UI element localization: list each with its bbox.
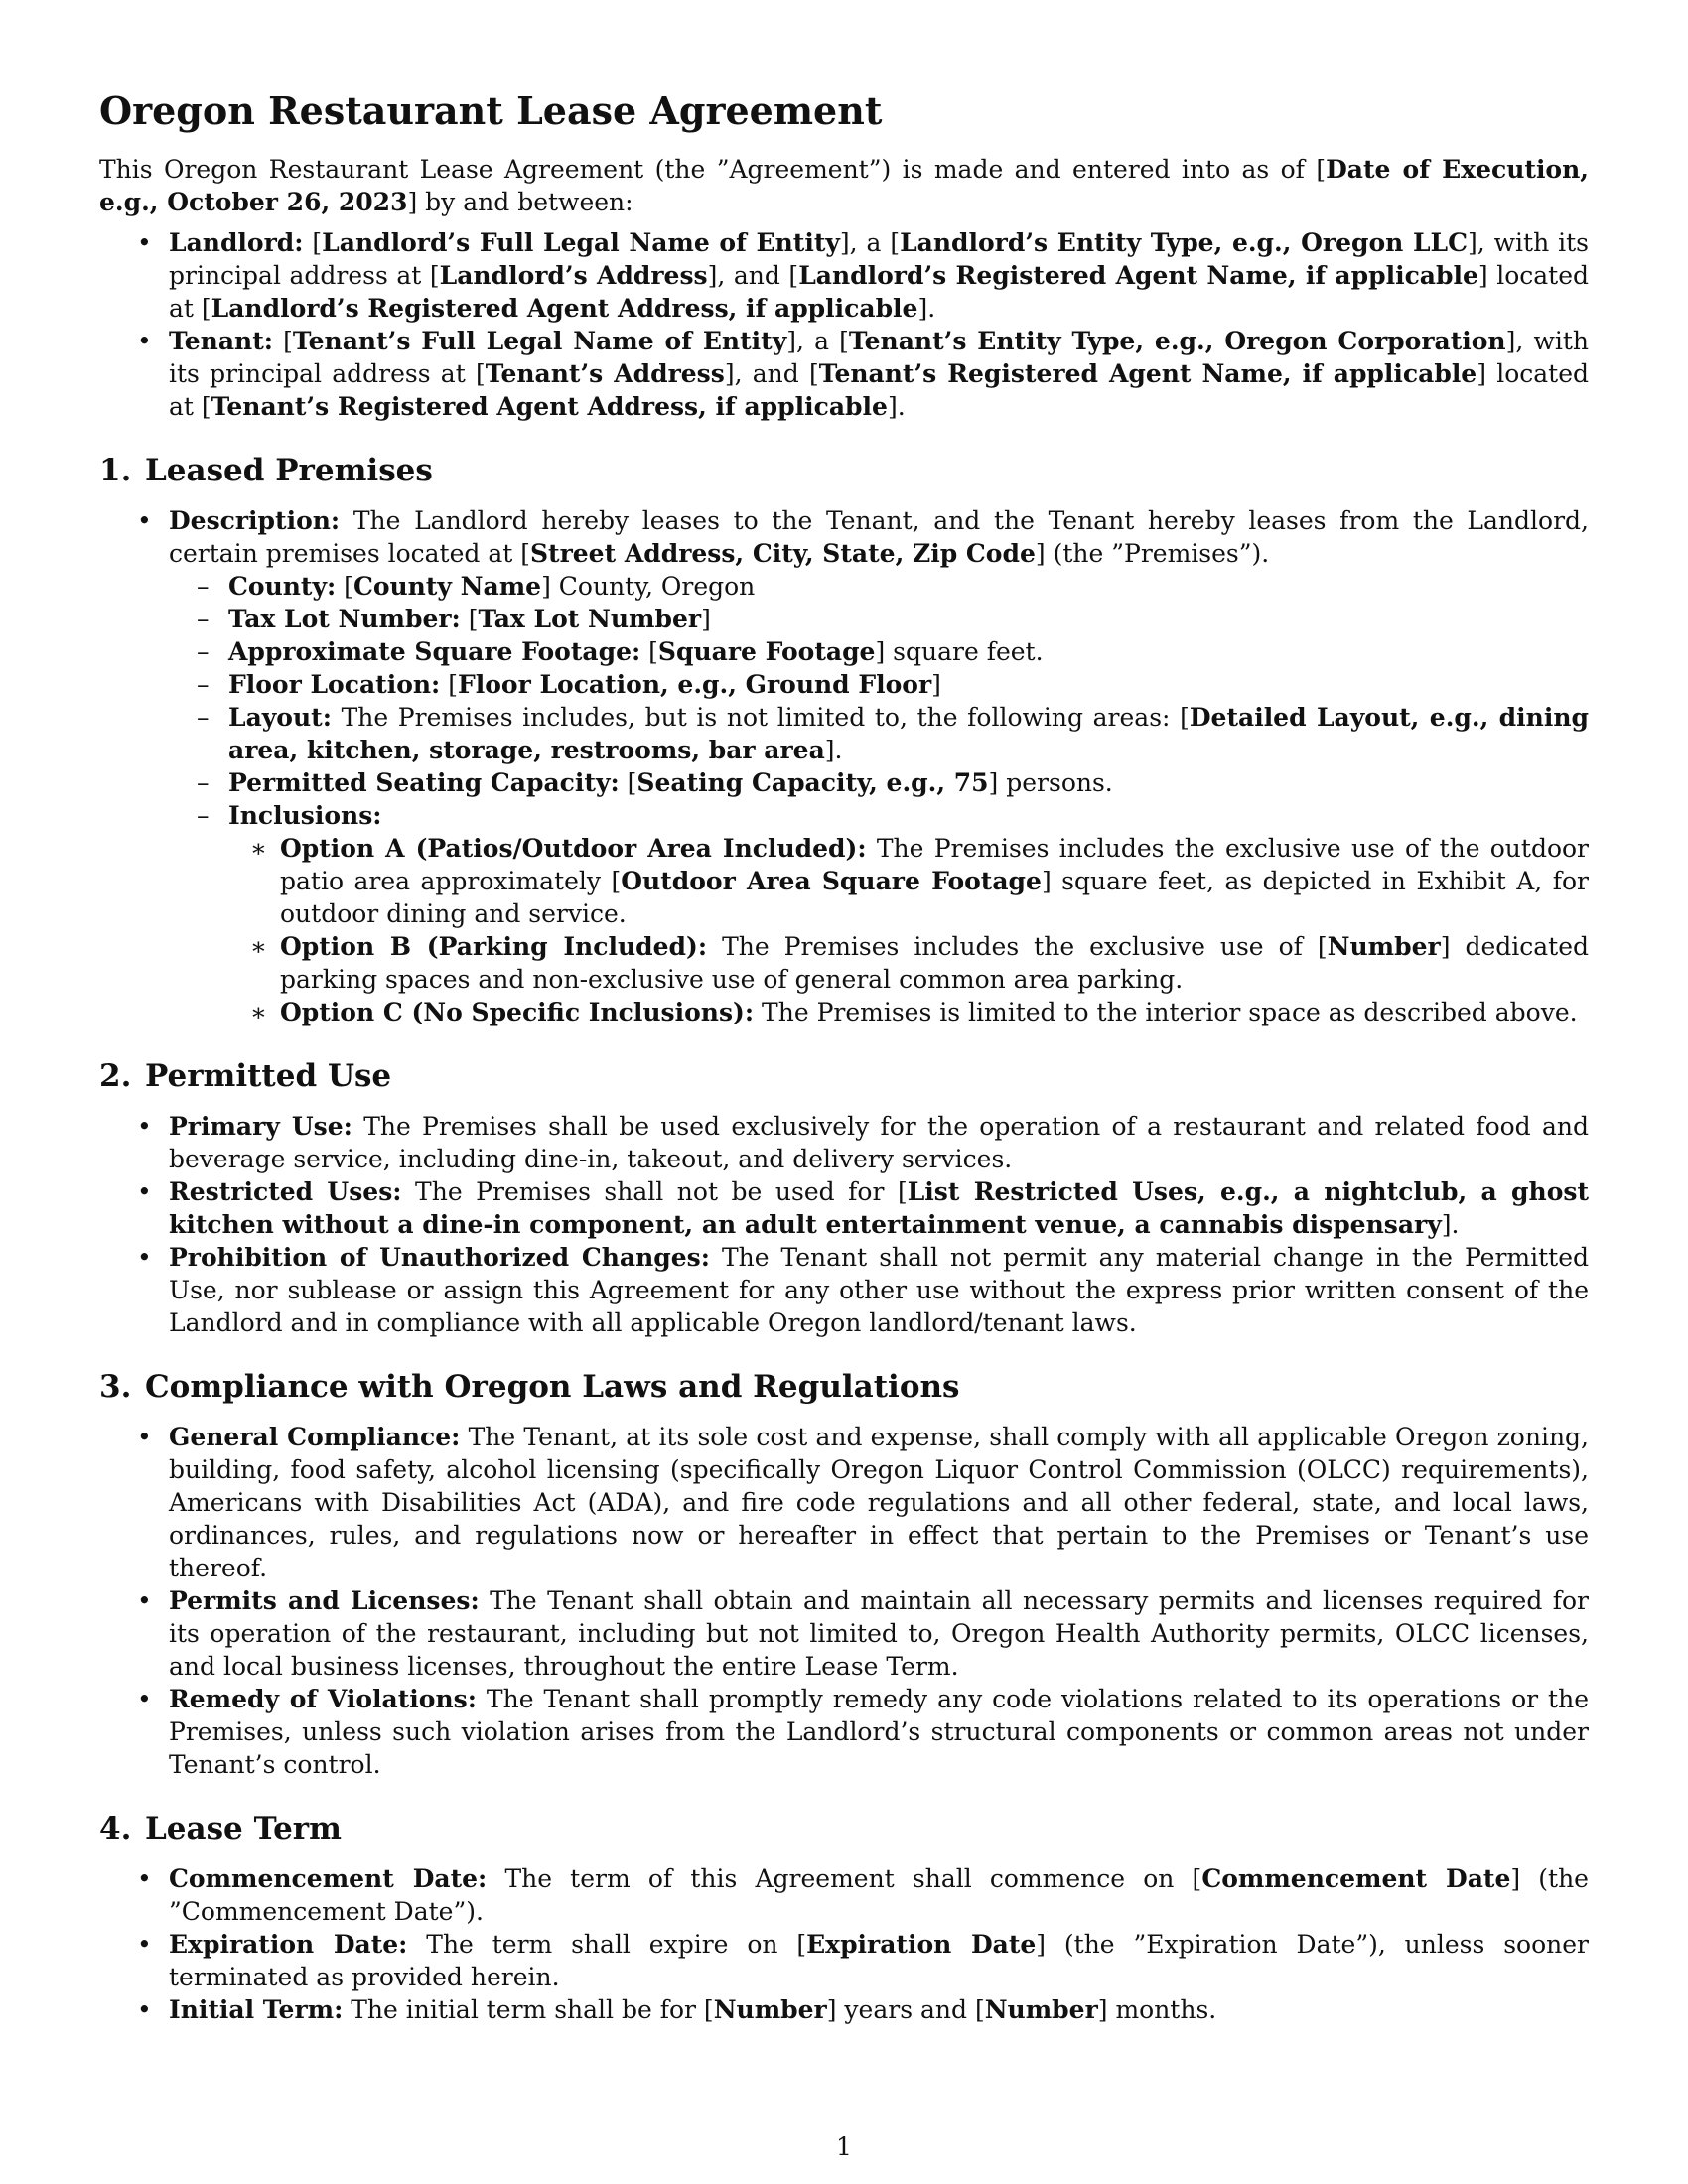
list-item: • Expiration Date: The term shall expire on [Expiration Date] (the ”Expiration Date”), unless sooner terminated as provided herein. bbox=[137, 1930, 1589, 1991]
section-heading: 2. Permitted Use bbox=[99, 1058, 392, 1094]
list-item: – Layout: The Premises includes, but is not limited to, the following areas: [Detailed Layout, e.g., dining area, kitchen, storage, restrooms, bar area]. bbox=[197, 703, 1589, 764]
list-item: – Inclusions: ∗ Option A (Patios/Outdoor Area Included): The Premises includes the exclusive use of the outdoor patio area approximately [Outdoor Area Square Footage] square feet, as depicted in Exhibit A, for outdoor dining and service. ∗ Option B (Parking Included): The Premises includes the exclusive use of [Number] dedicated parking spaces and non-exclusive use of general common area parking. ∗ Option C (No Specific Inclusions): The Premises is limited to the interior space as described above. bbox=[197, 801, 1590, 1026]
parties-list bbox=[99, 226, 1589, 423]
page-number: 1 bbox=[836, 2132, 852, 2161]
list-item: • Permits and Licenses: The Tenant shall obtain and maintain all necessary permits and licenses required for its operation of the restaurant, including but not limited to, Oregon Health Authority permits, OLCC licenses, and local business licenses, throughout the entire Lease Term. bbox=[137, 1586, 1590, 1681]
list-item: • Restricted Uses: The Premises shall not be used for [List Restricted Uses, e.g., a nightclub, a ghost kitchen without a dine-in component, an adult entertainment venue, a cannabis dispensary]. bbox=[137, 1177, 1589, 1239]
document-title: Oregon Restaurant Lease Agreement bbox=[99, 88, 883, 133]
list-item: • Description: The Landlord hereby leases to the Tenant, and the Tenant hereby leases from the Landlord, certain premises located at [Street Address, City, State, Zip Code] (the ”Premises”). – County: [County Name] County, Oregon – Tax Lot Number: [Tax Lot Number] – Approximate Square Footage: [Square Footage] square feet. – Floor Location: [Floor Location, e.g., Ground Floor] – Layout: The Premises includes, but is not limited to, the following areas: [Detailed Layout, e.g., dining area, kitchen, storage, restrooms, bar area]. – Permitted Seating Capacity: [Seating Capacity, e.g., 75] persons. – Inclusions: ∗ Option A (Patios/Outdoor Area Included): The Premises includes the exclusive use of the outdoor patio area approximately [Outdoor Area Square Footage] square feet, as depicted in Exhibit A, for outdoor dining and service. ∗ Option B (Parking Included): The Premises includes the exclusive use of [Number] dedicated parking spaces and non-exclusive use of general common area parking. ∗ Option C (No Specific Inclusions): The Premises is limited to the interior space as described above. bbox=[137, 506, 1590, 1026]
list-item: • Landlord: [Landlord’s Full Legal Name of Entity], a [Landlord’s Entity Type, e.g., Oregon LLC], with its principal address at [Landlord’s Address], and [Landlord’s Registered Agent Name, if applicable] located at [Landlord’s Registered Agent Address, if applicable]. bbox=[137, 228, 1590, 323]
list-item: • Initial Term: The initial term shall be for [Number] years and [Number] months. bbox=[137, 1995, 1217, 2024]
list-item: – County: [County Name] County, Oregon bbox=[197, 572, 756, 601]
list-item: – Approximate Square Footage: [Square Footage] square feet. bbox=[197, 637, 1044, 666]
section-1-list bbox=[99, 504, 1589, 1028]
list-item: – Floor Location: [Floor Location, e.g., Ground Floor] bbox=[197, 670, 941, 699]
inclusions-options-list bbox=[228, 832, 1589, 1028]
list-item: – Permitted Seating Capacity: [Seating Capacity, e.g., 75] persons. bbox=[197, 768, 1113, 797]
list-item: • Prohibition of Unauthorized Changes: The Tenant shall not permit any material change in the Permitted Use, nor sublease or assign this Agreement for any other use without the express prior written consent of the Landlord and in compliance with all applicable Oregon landlord/tenant laws. bbox=[137, 1243, 1589, 1337]
list-item: • Tenant: [Tenant’s Full Legal Name of Entity], a [Tenant’s Entity Type, e.g., Oregon Corporation], with its principal address at [Tenant’s Address], and [Tenant’s Registered Agent Name, if applicable] located at [Tenant’s Registered Agent Address, if applicable]. bbox=[137, 327, 1589, 421]
section-heading: 3. Compliance with Oregon Laws and Regulations bbox=[99, 1369, 960, 1405]
list-item: • Commencement Date: The term of this Agreement shall commence on [Commencement Date] (the ”Commencement Date”). bbox=[137, 1864, 1589, 1926]
premises-details-list bbox=[169, 570, 1589, 1028]
list-item: ∗ Option C (No Specific Inclusions): The Premises is limited to the interior space as described above. bbox=[250, 998, 1578, 1026]
section-4-list bbox=[99, 1862, 1589, 2026]
section-heading: 1. Leased Premises bbox=[99, 453, 433, 488]
section-heading: 4. Lease Term bbox=[99, 1811, 342, 1846]
list-item: ∗ Option A (Patios/Outdoor Area Included): The Premises includes the exclusive use of the outdoor patio area approximately [Outdoor Area Square Footage] square feet, as depicted in Exhibit A, for outdoor dining and service. bbox=[250, 834, 1590, 928]
section-2-list bbox=[99, 1110, 1589, 1339]
list-item: • Remedy of Violations: The Tenant shall promptly remedy any code violations related to its operations or the Premises, unless such violation arises from the Landlord’s structural components or common areas not under Tenant’s control. bbox=[137, 1685, 1589, 1779]
list-item: – Tax Lot Number: [Tax Lot Number] bbox=[197, 605, 711, 633]
list-item: • General Compliance: The Tenant, at its sole cost and expense, shall comply with all applicable Oregon zoning, building, food safety, alcohol licensing (specifically Oregon Liquor Control Commission (OLCC) requirements), Americans with Disabilities Act (ADA), and fire code regulations and all other federal, state, and local laws, ordinances, rules, and regulations now or hereafter in effect that pertain to the Premises or Tenant’s use thereof. bbox=[137, 1423, 1590, 1582]
intro-paragraph: This Oregon Restaurant Lease Agreement (the ”Agreement”) is made and entered into as of [Date of Execution, e.g., October 26, 2023] by and between: bbox=[99, 155, 1589, 216]
list-item: ∗ Option B (Parking Included): The Premises includes the exclusive use of [Number] dedicated parking spaces and non-exclusive use of general common area parking. bbox=[250, 932, 1590, 994]
document-page bbox=[99, 87, 1589, 2026]
list-item: • Primary Use: The Premises shall be used exclusively for the operation of a restaurant and related food and beverage service, including dine-in, takeout, and delivery services. bbox=[137, 1112, 1589, 1173]
section-3-list bbox=[99, 1421, 1589, 1781]
